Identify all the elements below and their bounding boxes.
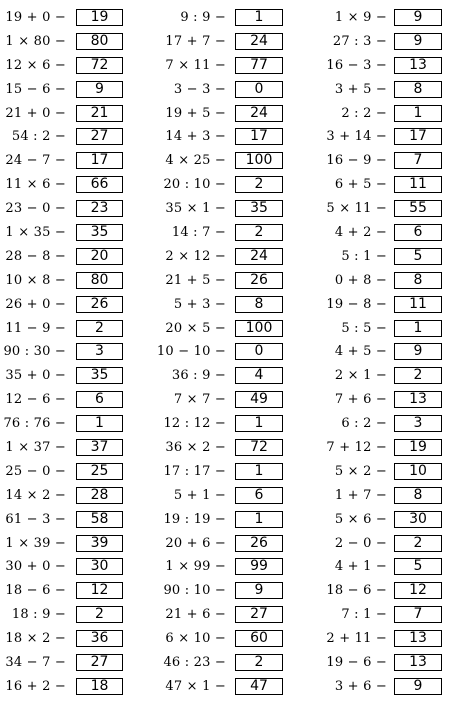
- problem-expression: 19 + 5 −: [165, 105, 226, 121]
- problem-row: [0, 174, 462, 198]
- problem-expression: 20 + 6 −: [165, 535, 226, 551]
- problem-expression: 1 × 37 −: [5, 440, 66, 456]
- problem-row: [0, 604, 462, 628]
- answer-box[interactable]: 0: [235, 81, 283, 98]
- answer-box[interactable]: 2: [235, 654, 283, 671]
- answer-box[interactable]: 18: [76, 678, 123, 695]
- problem-row: [0, 79, 462, 103]
- problem-row: [0, 126, 462, 150]
- answer-box[interactable]: 30: [394, 511, 442, 528]
- problem-expression: 5 × 2 −: [334, 463, 387, 479]
- answer-box[interactable]: 1: [394, 320, 442, 337]
- problem-row: [0, 413, 462, 437]
- problem-expression: 27 : 3 −: [332, 33, 387, 49]
- answer-box[interactable]: 47: [235, 678, 283, 695]
- problem-expression: 20 × 5 −: [165, 320, 226, 336]
- problem-expression: 10 − 10 −: [156, 344, 226, 360]
- answer-box[interactable]: 66: [76, 176, 123, 193]
- answer-box[interactable]: 12: [76, 582, 123, 599]
- problem-expression: 3 + 6 −: [334, 678, 387, 694]
- answer-box[interactable]: 60: [235, 630, 283, 647]
- problem-expression: 18 : 9 −: [11, 607, 66, 623]
- answer-box[interactable]: 27: [76, 128, 123, 145]
- problem-row: [0, 652, 462, 676]
- problem-expression: 18 × 2 −: [5, 631, 66, 647]
- problem-expression: 19 + 0 −: [5, 10, 66, 25]
- problem-expression: 7 × 7 −: [173, 392, 226, 408]
- problem-expression: 5 + 3 −: [173, 296, 226, 312]
- problem-expression: 7 + 6 −: [334, 392, 387, 408]
- problem-expression: 34 − 7 −: [5, 655, 66, 671]
- answer-box[interactable]: 26: [235, 535, 283, 552]
- problem-expression: 9 : 9 −: [180, 10, 226, 25]
- problem-expression: 2 : 2 −: [341, 105, 387, 121]
- answer-box[interactable]: 10: [394, 463, 442, 480]
- answer-box[interactable]: 2: [394, 535, 442, 552]
- problem-row: [0, 485, 462, 509]
- problem-expression: 5 × 6 −: [334, 511, 387, 527]
- answer-box[interactable]: 6: [235, 487, 283, 504]
- answer-box[interactable]: 39: [76, 535, 123, 552]
- answer-box[interactable]: 25: [76, 463, 123, 480]
- problem-expression: 2 − 0 −: [334, 535, 387, 551]
- problem-expression: 21 + 5 −: [165, 272, 226, 288]
- problem-expression: 90 : 30 −: [3, 344, 66, 360]
- problem-expression: 16 + 2 −: [5, 678, 66, 694]
- answer-box[interactable]: 19: [394, 439, 442, 456]
- answer-box[interactable]: 19: [76, 9, 123, 26]
- problem-expression: 54 : 2 −: [11, 129, 66, 145]
- problem-row: [0, 318, 462, 342]
- answer-box[interactable]: 8: [235, 296, 283, 313]
- problem-row: [0, 389, 462, 413]
- answer-box[interactable]: 1: [394, 105, 442, 122]
- problem-row: [0, 246, 462, 270]
- problem-expression: 12 : 12 −: [163, 416, 226, 432]
- problem-row: [0, 294, 462, 318]
- answer-box[interactable]: 30: [76, 558, 123, 575]
- problem-row: [0, 556, 462, 580]
- problem-expression: 18 − 6 −: [326, 583, 387, 599]
- problem-expression: 11 − 9 −: [5, 320, 66, 336]
- problem-row: [0, 628, 462, 652]
- problem-expression: 5 : 5 −: [341, 320, 387, 336]
- answer-box[interactable]: 9: [394, 678, 442, 695]
- problem-row: [0, 270, 462, 294]
- problem-expression: 19 − 8 −: [326, 296, 387, 312]
- problem-expression: 7 × 11 −: [165, 57, 226, 73]
- answer-box[interactable]: 1: [235, 9, 283, 26]
- answer-box[interactable]: 100: [235, 152, 283, 169]
- problem-row: [0, 533, 462, 557]
- problem-row: [0, 198, 462, 222]
- problem-expression: 4 × 25 −: [165, 153, 226, 169]
- answer-box[interactable]: 9: [76, 81, 123, 98]
- answer-box[interactable]: 27: [76, 654, 123, 671]
- answer-box[interactable]: 1: [235, 463, 283, 480]
- answer-box[interactable]: 13: [394, 57, 442, 74]
- problem-expression: 24 − 7 −: [5, 153, 66, 169]
- problem-expression: 5 × 11 −: [326, 201, 387, 217]
- answer-box[interactable]: 80: [76, 33, 123, 50]
- problem-expression: 1 × 80 −: [5, 33, 66, 49]
- answer-box[interactable]: 23: [76, 200, 123, 217]
- problem-row: [0, 461, 462, 485]
- problem-expression: 1 × 99 −: [165, 559, 226, 575]
- answer-box[interactable]: 8: [394, 81, 442, 98]
- answer-box[interactable]: 21: [76, 105, 123, 122]
- answer-box[interactable]: 35: [76, 224, 123, 241]
- answer-box[interactable]: 3: [394, 415, 442, 432]
- answer-box[interactable]: 20: [76, 248, 123, 265]
- answer-box[interactable]: 55: [394, 200, 442, 217]
- problem-expression: 12 − 6 −: [5, 392, 66, 408]
- answer-box[interactable]: 6: [394, 224, 442, 241]
- answer-box[interactable]: 36: [76, 630, 123, 647]
- answer-box[interactable]: 9: [394, 33, 442, 50]
- problem-expression: 16 − 3 −: [326, 57, 387, 73]
- problem-expression: 36 × 2 −: [165, 440, 226, 456]
- answer-box[interactable]: 6: [76, 391, 123, 408]
- problem-expression: 2 + 11 −: [326, 631, 387, 647]
- answer-box[interactable]: 1: [235, 511, 283, 528]
- answer-box[interactable]: 17: [76, 152, 123, 169]
- answer-box[interactable]: 1: [76, 415, 123, 432]
- answer-box[interactable]: 4: [235, 367, 283, 384]
- problem-expression: 6 : 2 −: [341, 416, 387, 432]
- answer-box[interactable]: 1: [235, 415, 283, 432]
- problem-expression: 5 + 1 −: [173, 487, 226, 503]
- problem-expression: 16 − 9 −: [326, 153, 387, 169]
- problem-row: [0, 676, 462, 700]
- answer-box[interactable]: 17: [235, 128, 283, 145]
- problem-row: [0, 150, 462, 174]
- answer-box[interactable]: 7: [394, 606, 442, 623]
- problem-expression: 3 + 14 −: [326, 129, 387, 145]
- answer-box[interactable]: 13: [394, 654, 442, 671]
- answer-box[interactable]: 9: [394, 343, 442, 360]
- problem-expression: 3 + 5 −: [334, 81, 387, 97]
- answer-box[interactable]: 11: [394, 296, 442, 313]
- problem-expression: 11 × 6 −: [5, 177, 66, 193]
- problem-expression: 0 + 8 −: [334, 272, 387, 288]
- answer-box[interactable]: 99: [235, 558, 283, 575]
- problem-expression: 6 × 10 −: [165, 631, 226, 647]
- problem-row: [0, 580, 462, 604]
- answer-box[interactable]: 2: [394, 367, 442, 384]
- answer-box[interactable]: 5: [394, 558, 442, 575]
- problem-expression: 2 × 1 −: [334, 368, 387, 384]
- answer-box[interactable]: 80: [76, 272, 123, 289]
- problem-expression: 18 − 6 −: [5, 583, 66, 599]
- problem-expression: 36 : 9 −: [171, 368, 226, 384]
- problem-expression: 12 × 6 −: [5, 57, 66, 73]
- answer-box[interactable]: 28: [76, 487, 123, 504]
- answer-box[interactable]: 26: [235, 272, 283, 289]
- problem-expression: 1 × 35 −: [5, 225, 66, 241]
- answer-box[interactable]: 35: [76, 367, 123, 384]
- problem-expression: 76 : 76 −: [3, 416, 66, 432]
- problem-expression: 14 × 2 −: [5, 487, 66, 503]
- problem-expression: 17 + 7 −: [165, 33, 226, 49]
- problem-expression: 15 − 6 −: [5, 81, 66, 97]
- problem-expression: 35 + 0 −: [5, 368, 66, 384]
- problem-expression: 7 : 1 −: [341, 607, 387, 623]
- answer-box[interactable]: 3: [76, 343, 123, 360]
- answer-box[interactable]: 12: [394, 582, 442, 599]
- problem-expression: 19 − 6 −: [326, 655, 387, 671]
- answer-box[interactable]: 2: [76, 606, 123, 623]
- answer-box[interactable]: 27: [235, 606, 283, 623]
- answer-box[interactable]: 8: [394, 272, 442, 289]
- problem-row: [0, 365, 462, 389]
- problem-row: [0, 509, 462, 533]
- answer-box[interactable]: 24: [235, 248, 283, 265]
- problem-expression: 17 : 17 −: [163, 463, 226, 479]
- problem-expression: 7 + 12 −: [326, 440, 387, 456]
- answer-box[interactable]: 11: [394, 176, 442, 193]
- problem-expression: 47 × 1 −: [165, 678, 226, 694]
- problem-row: [0, 7, 462, 31]
- problem-row: [0, 31, 462, 55]
- problem-expression: 25 − 0 −: [5, 463, 66, 479]
- problem-expression: 4 + 2 −: [334, 225, 387, 241]
- answer-box[interactable]: 77: [235, 57, 283, 74]
- answer-box[interactable]: 72: [76, 57, 123, 74]
- problem-expression: 23 − 0 −: [5, 201, 66, 217]
- answer-box[interactable]: 2: [235, 176, 283, 193]
- answer-box[interactable]: 35: [235, 200, 283, 217]
- problem-row: [0, 222, 462, 246]
- answer-box[interactable]: 13: [394, 630, 442, 647]
- problem-expression: 14 + 3 −: [165, 129, 226, 145]
- answer-box[interactable]: 9: [235, 582, 283, 599]
- answer-box[interactable]: 26: [76, 296, 123, 313]
- problem-expression: 35 × 1 −: [165, 201, 226, 217]
- problem-expression: 14 : 7 −: [171, 225, 226, 241]
- answer-box[interactable]: 9: [394, 9, 442, 26]
- answer-box[interactable]: 8: [394, 487, 442, 504]
- problem-expression: 6 + 5 −: [334, 177, 387, 193]
- answer-box[interactable]: 0: [235, 343, 283, 360]
- problem-expression: 21 + 0 −: [5, 105, 66, 121]
- problem-row: [0, 55, 462, 79]
- problem-expression: 4 + 1 −: [334, 559, 387, 575]
- answer-box[interactable]: 58: [76, 511, 123, 528]
- problem-expression: 1 × 39 −: [5, 535, 66, 551]
- problem-expression: 19 : 19 −: [163, 511, 226, 527]
- answer-box[interactable]: 100: [235, 320, 283, 337]
- answer-box[interactable]: 5: [394, 248, 442, 265]
- problem-row: [0, 103, 462, 127]
- problem-expression: 3 − 3 −: [173, 81, 226, 97]
- problem-row: [0, 437, 462, 461]
- problem-expression: 46 : 23 −: [163, 655, 226, 671]
- problem-expression: 21 + 6 −: [165, 607, 226, 623]
- answer-box[interactable]: 24: [235, 33, 283, 50]
- problem-expression: 28 − 8 −: [5, 248, 66, 264]
- problem-expression: 4 + 5 −: [334, 344, 387, 360]
- answer-box[interactable]: 2: [235, 224, 283, 241]
- problem-expression: 10 × 8 −: [5, 272, 66, 288]
- answer-box[interactable]: 37: [76, 439, 123, 456]
- problem-expression: 5 : 1 −: [341, 248, 387, 264]
- problem-row: [0, 341, 462, 365]
- problem-expression: 26 + 0 −: [5, 296, 66, 312]
- problem-expression: 61 − 3 −: [5, 511, 66, 527]
- problem-expression: 90 : 10 −: [163, 583, 226, 599]
- problem-expression: 20 : 10 −: [163, 177, 226, 193]
- problem-expression: 1 + 7 −: [334, 487, 387, 503]
- problem-expression: 2 × 12 −: [165, 248, 226, 264]
- problem-column-3: [0, 7, 462, 700]
- answer-box[interactable]: 49: [235, 391, 283, 408]
- answer-box[interactable]: 72: [235, 439, 283, 456]
- problem-expression: 1 × 9 −: [334, 10, 387, 25]
- answer-box[interactable]: 2: [76, 320, 123, 337]
- problem-expression: 30 + 0 −: [5, 559, 66, 575]
- answer-box[interactable]: 13: [394, 391, 442, 408]
- answer-box[interactable]: 7: [394, 152, 442, 169]
- answer-box[interactable]: 17: [394, 128, 442, 145]
- answer-box[interactable]: 24: [235, 105, 283, 122]
